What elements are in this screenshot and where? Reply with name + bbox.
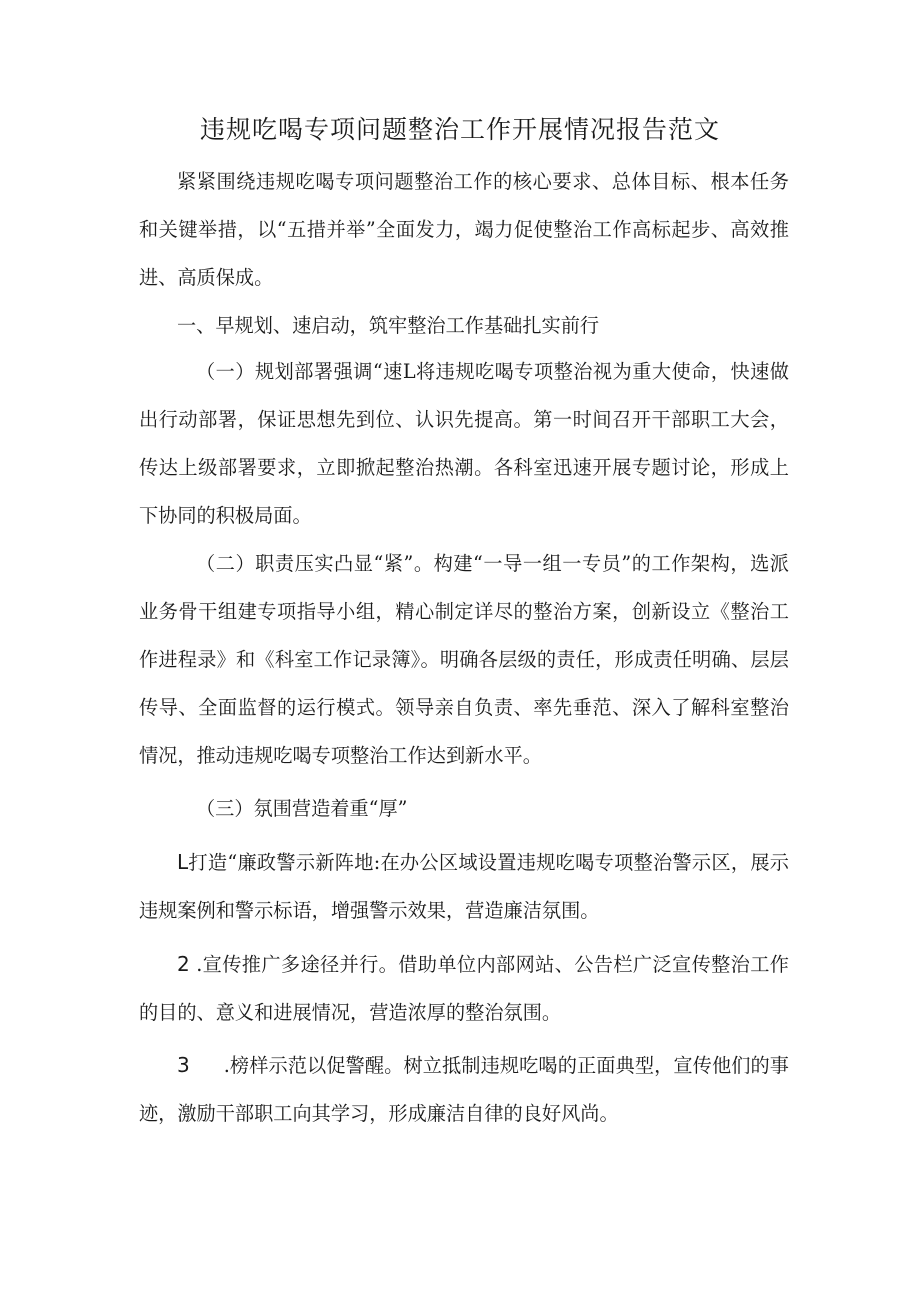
- list-item-3-number: 3: [177, 1053, 190, 1077]
- subsection-heading-3: （三）氛围营造着重“厚”: [196, 797, 408, 820]
- subsection-paragraph-2: （二）职责压实凸显“紧”。构建“一导一组一专员”的工作架构，选派业务骨干组建专项指导小组，精心制定详尽的整治方案，创新设立《整治工作进程录》和《科室工作记录簿》。明确各层级的责任，形成责任明确、层层传导、全面监督的运行模式。领导亲自负责、率先垂范、深入了解科室整治情况，推动违规吃喝专项整治工作达到新水平。: [139, 552, 789, 767]
- list-item-3-text: .榜样示范以促警醒。树立抵制违规吃喝的正面典型，宣传他们的事迹，激励干部职工向其学习，形成廉洁自律的良好风尚。: [139, 1054, 789, 1125]
- list-item-2-number: 2: [177, 952, 190, 976]
- section-heading-1: 一、早规划、速启动，筑牢整治工作基础扎实前行: [177, 314, 600, 337]
- list-item-2-text: .宣传推广多途径并行。借助单位内部网站、公告栏广泛宣传整治工作的目的、意义和进展情况，营造浓厚的整治氛围。: [139, 953, 789, 1024]
- list-item-1: [139, 838, 789, 935]
- list-item-1-number: L: [177, 850, 189, 874]
- document-title: 违规吃喝专项问题整治工作开展情况报告范文: [199, 115, 720, 144]
- list-item-3: [139, 1041, 789, 1138]
- subsection-paragraph-1: （一）规划部署强调“速L将违规吃喝专项整治视为重大使命，快速做出行动部署，保证思想先到位、认识先提高。第一时间召开干部职工大会，传达上级部署要求，立即掀起整治热潮。各科室迅速开展专题讨论，形成上下协同的积极局面。: [139, 360, 789, 527]
- list-item-2: [139, 940, 789, 1037]
- intro-paragraph: 紧紧围绕违规吃喝专项问题整治工作的核心要求、总体目标、根本任务和关键举措，以“五措并举”全面发力，竭力促使整治工作高标起步、高效推进、高质保成。: [139, 170, 789, 289]
- list-item-1-text: 打造“廉政警示新阵地:在办公区域设置违规吃喝专项整治警示区，展示违规案例和警示标语，增强警示效果，营造廉洁氛围。: [139, 851, 789, 922]
